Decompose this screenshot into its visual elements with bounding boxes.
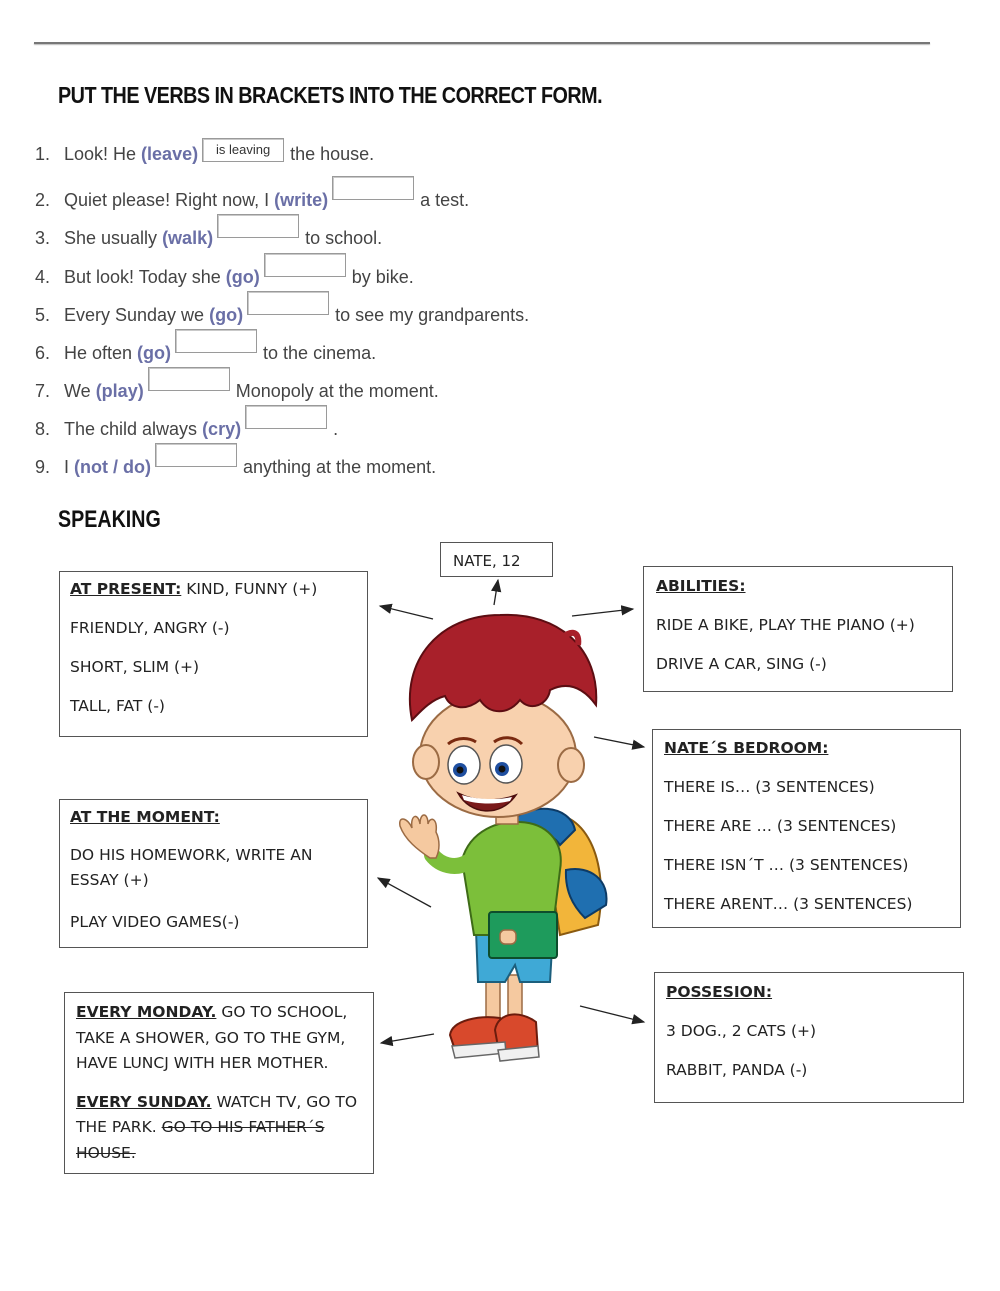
bedroom-line: THERE ISN´T … (3 SENTENCES)	[664, 856, 909, 874]
question-text-before: The child always	[64, 419, 203, 439]
abilities-heading: ABILITIES:	[656, 577, 746, 595]
question-text-before: Look! He	[64, 144, 142, 164]
question-text-after: anything at the moment.	[242, 457, 437, 477]
at-the-moment-line: DO HIS HOMEWORK, WRITE AN ESSAY (+)	[70, 846, 313, 889]
possession-line: 3 DOG., 2 CATS (+)	[666, 1022, 817, 1040]
bedroom-line: THERE ARENT… (3 SENTENCES)	[664, 895, 913, 913]
bedroom-heading: NATE´S BEDROOM:	[664, 739, 829, 757]
verb-hint: (walk)	[162, 228, 214, 248]
at-present-line: KIND, FUNNY (+)	[181, 580, 318, 598]
verb-hint: (leave)	[141, 144, 199, 164]
verb-hint: (play)	[95, 381, 144, 401]
question-text-after: to school.	[305, 228, 383, 248]
answer-input[interactable]: is leaving	[202, 138, 284, 162]
verb-hint: (go)	[137, 343, 172, 363]
question-text-before: She usually	[64, 228, 163, 248]
bedroom-line: THERE IS… (3 SENTENCES)	[664, 778, 875, 796]
question-text-after: .	[333, 419, 339, 439]
question-number: 3.	[35, 228, 51, 248]
question-text-before: We	[64, 381, 96, 401]
question-text-after: the house.	[290, 144, 375, 164]
every-monday-heading: EVERY MONDAY.	[76, 1003, 217, 1021]
verb-hint: (not / do)	[74, 457, 151, 477]
verb-hint: (go)	[209, 305, 244, 325]
question-text-after: a test.	[420, 190, 470, 210]
every-monday-text: GO TO SCHOOL, TAKE A SHOWER, GO TO THE GYM, HAVE LUNCJ WITH HER MOTHER.	[76, 1003, 348, 1072]
every-sunday-struck-text: GO TO HIS FATHER´S HOUSE.	[76, 1118, 325, 1162]
at-present-heading: AT PRESENT:	[70, 580, 182, 598]
question-number: 8.	[35, 419, 51, 439]
shoes-icon	[450, 1014, 539, 1061]
question-number: 6.	[35, 343, 51, 363]
speaking-title: SPEAKING	[58, 506, 161, 533]
question-number: 1.	[35, 144, 51, 164]
question-number: 2.	[35, 190, 51, 210]
abilities-line: DRIVE A CAR, SING (-)	[656, 655, 827, 673]
possession-line: RABBIT, PANDA (-)	[666, 1061, 808, 1079]
bedroom-line: THERE ARE … (3 SENTENCES)	[664, 817, 897, 835]
question-text-before: Every Sunday we	[64, 305, 210, 325]
name-tag-text: NATE, 12	[453, 552, 521, 570]
at-the-moment-line: PLAY VIDEO GAMES(-)	[70, 913, 240, 931]
question-text-after: to see my grandparents.	[335, 305, 530, 325]
exercise-title: PUT THE VERBS IN BRACKETS INTO THE CORRECT FORM.	[58, 82, 603, 108]
question-number: 7.	[35, 381, 51, 401]
question-text-after: Monopoly at the moment.	[235, 381, 439, 401]
question-text-before: Quiet please! Right now, I	[64, 190, 275, 210]
question-number: 5.	[35, 305, 51, 325]
at-present-line: FRIENDLY, ANGRY (-)	[70, 619, 230, 637]
at-the-moment-heading: AT THE MOMENT:	[70, 808, 220, 826]
question-number: 4.	[35, 267, 51, 287]
abilities-line: RIDE A BIKE, PLAY THE PIANO (+)	[656, 616, 915, 634]
every-sunday-heading: EVERY SUNDAY.	[76, 1092, 212, 1111]
verb-hint: (cry)	[202, 419, 242, 439]
question-text-before: I	[64, 457, 75, 477]
verb-hint: (write)	[274, 190, 329, 210]
at-present-line: SHORT, SLIM (+)	[70, 658, 200, 676]
question-text-after: by bike.	[351, 267, 414, 287]
question-text-after: to the cinema.	[263, 343, 377, 363]
question-text-before: But look! Today she	[64, 267, 226, 287]
question-number: 9.	[35, 457, 51, 477]
every-sunday-text: WATCH TV, GO TO THE PARK.	[76, 1092, 358, 1136]
question-text-before: He often	[64, 343, 138, 363]
at-present-line: TALL, FAT (-)	[70, 697, 165, 715]
possession-heading: POSSESION:	[666, 983, 773, 1001]
verb-hint: (go)	[225, 267, 260, 287]
